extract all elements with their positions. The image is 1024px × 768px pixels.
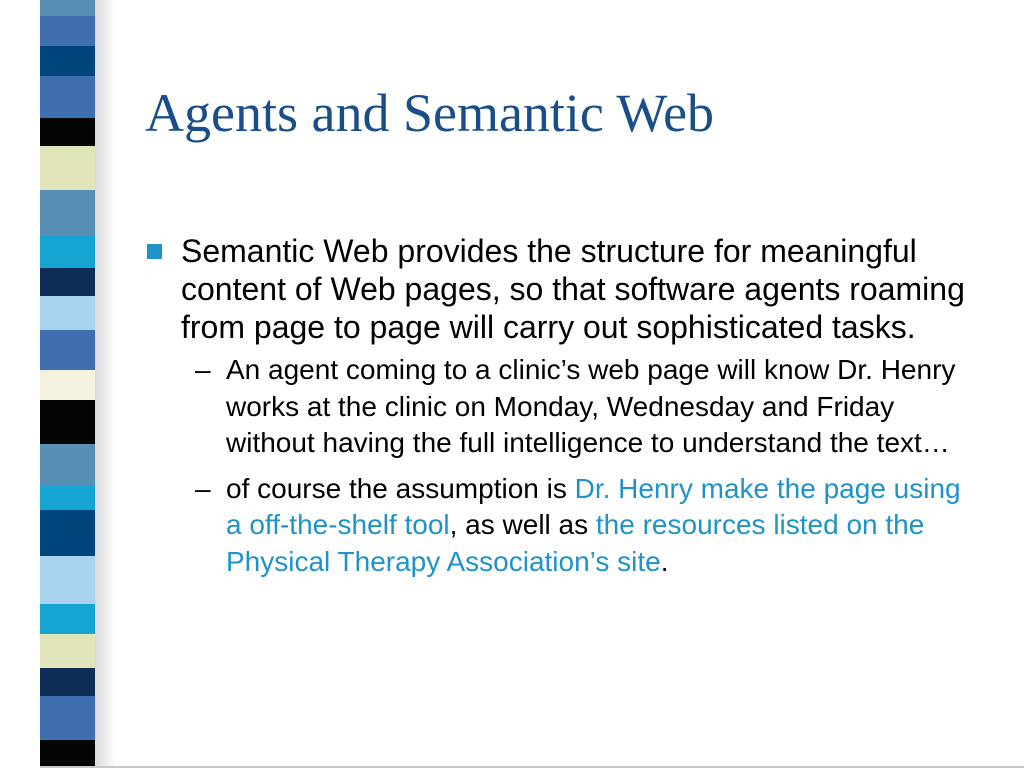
stripe [40,236,95,268]
sub-bullet-agent [189,352,975,462]
stripe [40,76,95,118]
stripe [40,330,95,370]
dash-bullet-icon: – [195,472,211,504]
stripe [40,146,95,190]
sub-bullet-text: . [660,545,669,577]
stripe [40,190,95,236]
main-bullet [145,232,975,346]
square-bullet-icon [147,244,162,259]
stripe [40,400,95,444]
highlight-text-resources: the resources listed on the Physical Therapy Association’s site [226,509,925,577]
stripe [40,634,95,668]
stripe [40,46,95,76]
stripe [40,740,95,768]
sub-bullet-text: of course the assumption is [226,472,575,504]
stripe [40,0,95,16]
stripe [40,268,95,296]
stripe [40,444,95,486]
stripe [40,118,95,146]
slide-body [145,232,975,589]
slide-title: Agents and Semantic Web [145,83,715,143]
stripe [40,696,95,740]
sub-bullet-text: , as well as [449,509,596,540]
stripe [40,510,95,556]
stripe [40,604,95,634]
decorative-stripe-bar [40,0,95,768]
sub-bullet-text: An agent coming to a clinic’s web page will know Dr. Henry works at the clinic on Monday, Wednesday and Friday without having the full intelligence to understand the text… [226,354,956,458]
highlight-text-tool: Dr. Henry make the page using a off-the-shelf tool [226,472,961,540]
stripe [40,16,95,46]
stripe [40,668,95,696]
stripe [40,296,95,330]
stripe [40,486,95,510]
main-bullet-text: Semantic Web provides the structure for meaningful content of Web pages, so that software agents roaming from page to page will carry out sophisticated tasks. [181,233,965,345]
stripe [40,556,95,604]
dash-bullet-icon: – [195,354,211,385]
sub-bullet-assumption [189,471,975,581]
stripe [40,370,95,400]
stripe-bar-shadow [95,0,117,768]
sub-bullet-list [189,352,975,580]
